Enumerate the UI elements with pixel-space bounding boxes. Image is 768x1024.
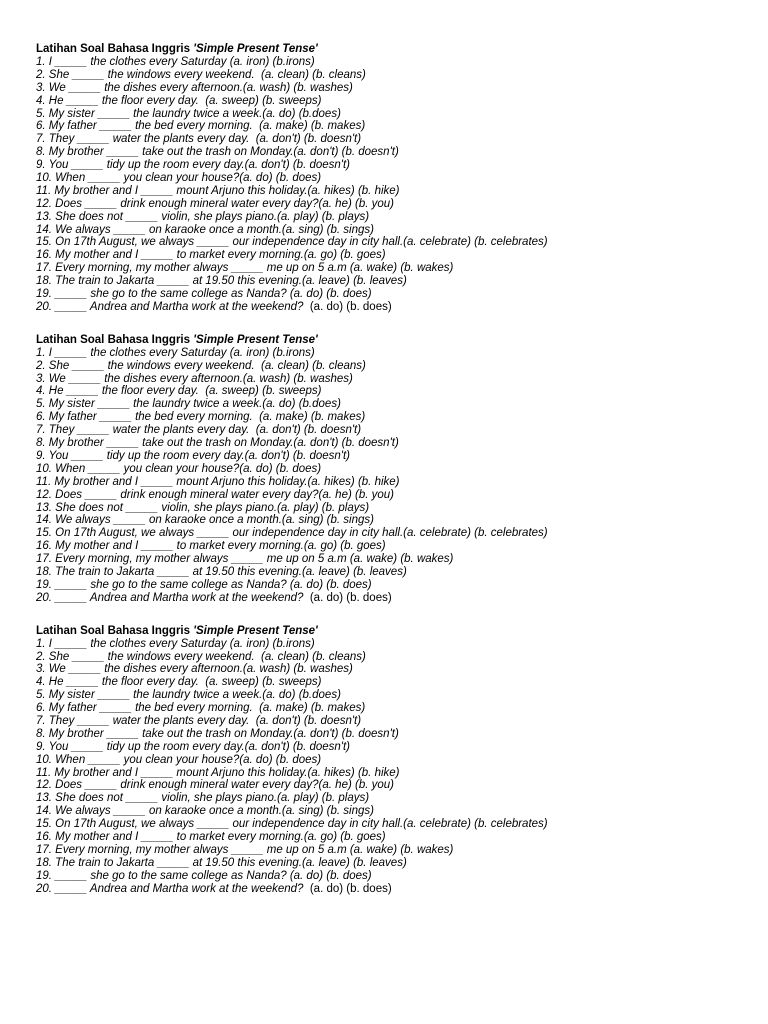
question-text: 19. _____ she go to the same college as Nanda? (a. do) (b. does): [36, 578, 372, 591]
question-item: [36, 844, 756, 857]
question-text: 17. Every morning, my mother always _____ me up on 5 a.m (a. wake) (b. wakes): [36, 843, 454, 856]
question-text: 3. We _____ the dishes every afternoon.(a. wash) (b. washes): [36, 81, 353, 94]
question-item: [36, 663, 756, 676]
exercise-title-main: Latihan Soal Bahasa Inggris: [36, 333, 194, 346]
question-item: [36, 715, 756, 728]
question-item: [36, 741, 756, 754]
question-item: [36, 527, 756, 540]
question-text: 20. _____ Andrea and Martha work at the weekend?: [36, 591, 307, 604]
question-item: [36, 818, 756, 831]
question-item: [36, 463, 756, 476]
question-text: 11. My brother and I _____ mount Arjuno this holiday.(a. hikes) (b. hike): [36, 766, 400, 779]
question-text: 9. You _____ tidy up the room every day.(a. don't) (b. doesn't): [36, 740, 351, 753]
exercise-title-main: Latihan Soal Bahasa Inggris: [36, 624, 194, 637]
exercise-title-topic: 'Simple Present Tense': [193, 43, 318, 55]
question-text: 18. The train to Jakarta _____ at 19.50 this evening.(a. leave) (b. leaves): [36, 275, 407, 288]
question-text: 10. When _____ you clean your house?(a. do) (b. does): [36, 753, 322, 766]
question-text: 13. She does not _____ violin, she plays piano.(a. play) (b. plays): [36, 501, 370, 514]
question-text: 19. _____ she go to the same college as Nanda? (a. do) (b. does): [36, 288, 372, 301]
question-text: 17. Every morning, my mother always _____ me up on 5 a.m (a. wake) (b. wakes): [36, 553, 454, 566]
question-text: 4. He _____ the floor every day. (a. sweep) (b. sweeps): [36, 94, 322, 107]
question-text: 5. My sister _____ the laundry twice a week.(a. do) (b.does): [36, 689, 341, 702]
question-text: 9. You _____ tidy up the room every day.(a. don't) (b. doesn't): [36, 159, 351, 172]
document-page: [36, 43, 756, 895]
question-item: [36, 211, 756, 224]
question-text: 4. He _____ the floor every day. (a. sweep) (b. sweeps): [36, 676, 322, 689]
exercise-block: [36, 43, 756, 314]
question-item: [36, 592, 756, 605]
exercise-block: [36, 625, 756, 896]
question-item: [36, 831, 756, 844]
question-item: [36, 159, 756, 172]
question-text: 2. She _____ the windows every weekend. (a. clean) (b. cleans): [36, 650, 366, 663]
question-text: 17. Every morning, my mother always _____ me up on 5 a.m (a. wake) (b. wakes): [36, 262, 454, 275]
question-item: [36, 288, 756, 301]
question-item: [36, 638, 756, 651]
question-text: 18. The train to Jakarta _____ at 19.50 this evening.(a. leave) (b. leaves): [36, 856, 407, 869]
question-item: [36, 489, 756, 502]
question-item: [36, 69, 756, 82]
question-item: [36, 689, 756, 702]
exercise-title-topic: 'Simple Present Tense': [193, 333, 318, 346]
question-item: [36, 56, 756, 69]
question-text: 2. She _____ the windows every weekend. (a. clean) (b. cleans): [36, 359, 366, 372]
question-text: 8. My brother _____ take out the trash on Monday.(a. don't) (b. doesn't): [36, 437, 399, 450]
question-item: [36, 792, 756, 805]
question-text: 9. You _____ tidy up the room every day.(a. don't) (b. doesn't): [36, 449, 351, 462]
question-item: [36, 224, 756, 237]
question-item: [36, 883, 756, 896]
question-item: [36, 728, 756, 741]
question-text: 12. Does _____ drink enough mineral water every day?(a. he) (b. you): [36, 197, 394, 210]
question-item: [36, 146, 756, 159]
question-text: 1. I _____ the clothes every Saturday (a. iron) (b.irons): [36, 346, 315, 359]
question-text: 6. My father _____ the bed every morning. (a. make) (b. makes): [36, 702, 366, 715]
question-item: [36, 275, 756, 288]
question-item: [36, 779, 756, 792]
exercise-block: [36, 334, 756, 605]
question-text: 2. She _____ the windows every weekend. (a. clean) (b. cleans): [36, 68, 366, 81]
question-item: [36, 249, 756, 262]
question-text: 18. The train to Jakarta _____ at 19.50 this evening.(a. leave) (b. leaves): [36, 565, 407, 578]
question-text: 15. On 17th August, we always _____ our independence day in city hall.(a. celebrate) (b. celebrates): [36, 236, 548, 249]
question-item: [36, 502, 756, 515]
question-text: 15. On 17th August, we always _____ our independence day in city hall.(a. celebrate) (b. celebrates): [36, 818, 548, 831]
question-text: 3. We _____ the dishes every afternoon.(a. wash) (b. washes): [36, 663, 353, 676]
question-text: 6. My father _____ the bed every morning. (a. make) (b. makes): [36, 411, 366, 424]
question-text: 10. When _____ you clean your house?(a. do) (b. does): [36, 172, 322, 185]
question-text: 11. My brother and I _____ mount Arjuno this holiday.(a. hikes) (b. hike): [36, 475, 400, 488]
question-item: [36, 702, 756, 715]
question-item: [36, 754, 756, 767]
question-text: 16. My mother and I _____ to market every morning.(a. go) (b. goes): [36, 540, 386, 553]
question-options: (a. do) (b. does): [306, 300, 392, 313]
question-item: [36, 437, 756, 450]
question-item: [36, 805, 756, 818]
question-options: (a. do) (b. does): [306, 591, 392, 604]
question-text: 4. He _____ the floor every day. (a. sweep) (b. sweeps): [36, 385, 322, 398]
question-text: 16. My mother and I _____ to market every morning.(a. go) (b. goes): [36, 830, 386, 843]
question-text: 11. My brother and I _____ mount Arjuno this holiday.(a. hikes) (b. hike): [36, 184, 400, 197]
question-item: [36, 476, 756, 489]
question-item: [36, 676, 756, 689]
question-item: [36, 82, 756, 95]
question-item: [36, 579, 756, 592]
question-text: 13. She does not _____ violin, she plays piano.(a. play) (b. plays): [36, 210, 370, 223]
question-item: [36, 857, 756, 870]
question-text: 20. _____ Andrea and Martha work at the weekend?: [36, 300, 307, 313]
question-item: [36, 262, 756, 275]
question-item: [36, 360, 756, 373]
question-item: [36, 411, 756, 424]
question-item: [36, 385, 756, 398]
exercise-title: [36, 334, 756, 347]
question-text: 5. My sister _____ the laundry twice a week.(a. do) (b.does): [36, 398, 341, 411]
question-text: 1. I _____ the clothes every Saturday (a. iron) (b.irons): [36, 637, 315, 650]
question-text: 12. Does _____ drink enough mineral water every day?(a. he) (b. you): [36, 779, 394, 792]
question-item: [36, 198, 756, 211]
question-item: [36, 301, 756, 314]
exercise-title: [36, 625, 756, 638]
question-text: 14. We always _____ on karaoke once a month.(a. sing) (b. sings): [36, 805, 374, 818]
question-item: [36, 450, 756, 463]
question-item: [36, 108, 756, 121]
question-item: [36, 424, 756, 437]
question-list: [36, 638, 756, 896]
question-text: 20. _____ Andrea and Martha work at the weekend?: [36, 882, 307, 895]
question-text: 1. I _____ the clothes every Saturday (a. iron) (b.irons): [36, 56, 315, 68]
question-list: [36, 56, 756, 314]
question-text: 6. My father _____ the bed every morning. (a. make) (b. makes): [36, 120, 366, 133]
question-item: [36, 120, 756, 133]
question-item: [36, 185, 756, 198]
question-item: [36, 172, 756, 185]
question-text: 15. On 17th August, we always _____ our independence day in city hall.(a. celebrate) (b. celebrates): [36, 527, 548, 540]
question-item: [36, 373, 756, 386]
question-text: 10. When _____ you clean your house?(a. do) (b. does): [36, 462, 322, 475]
question-item: [36, 347, 756, 360]
exercise-title-topic: 'Simple Present Tense': [193, 624, 318, 637]
question-item: [36, 95, 756, 108]
question-text: 19. _____ she go to the same college as Nanda? (a. do) (b. does): [36, 869, 372, 882]
question-item: [36, 566, 756, 579]
question-options: (a. do) (b. does): [306, 882, 392, 895]
question-text: 7. They _____ water the plants every day. (a. don't) (b. doesn't): [36, 714, 362, 727]
question-item: [36, 651, 756, 664]
question-item: [36, 553, 756, 566]
question-text: 3. We _____ the dishes every afternoon.(a. wash) (b. washes): [36, 372, 353, 385]
question-text: 14. We always _____ on karaoke once a month.(a. sing) (b. sings): [36, 223, 374, 236]
question-text: 12. Does _____ drink enough mineral water every day?(a. he) (b. you): [36, 488, 394, 501]
question-item: [36, 514, 756, 527]
question-item: [36, 870, 756, 883]
exercise-title-main: Latihan Soal Bahasa Inggris: [36, 43, 194, 55]
question-text: 8. My brother _____ take out the trash on Monday.(a. don't) (b. doesn't): [36, 146, 399, 159]
question-item: [36, 236, 756, 249]
question-list: [36, 347, 756, 605]
question-text: 7. They _____ water the plants every day. (a. don't) (b. doesn't): [36, 424, 362, 437]
question-text: 8. My brother _____ take out the trash on Monday.(a. don't) (b. doesn't): [36, 727, 399, 740]
question-item: [36, 398, 756, 411]
exercise-title: [36, 43, 756, 56]
question-item: [36, 133, 756, 146]
question-text: 16. My mother and I _____ to market every morning.(a. go) (b. goes): [36, 249, 386, 262]
question-item: [36, 767, 756, 780]
question-text: 14. We always _____ on karaoke once a month.(a. sing) (b. sings): [36, 514, 374, 527]
question-text: 7. They _____ water the plants every day. (a. don't) (b. doesn't): [36, 133, 362, 146]
question-text: 5. My sister _____ the laundry twice a week.(a. do) (b.does): [36, 107, 341, 120]
question-item: [36, 540, 756, 553]
question-text: 13. She does not _____ violin, she plays piano.(a. play) (b. plays): [36, 792, 370, 805]
